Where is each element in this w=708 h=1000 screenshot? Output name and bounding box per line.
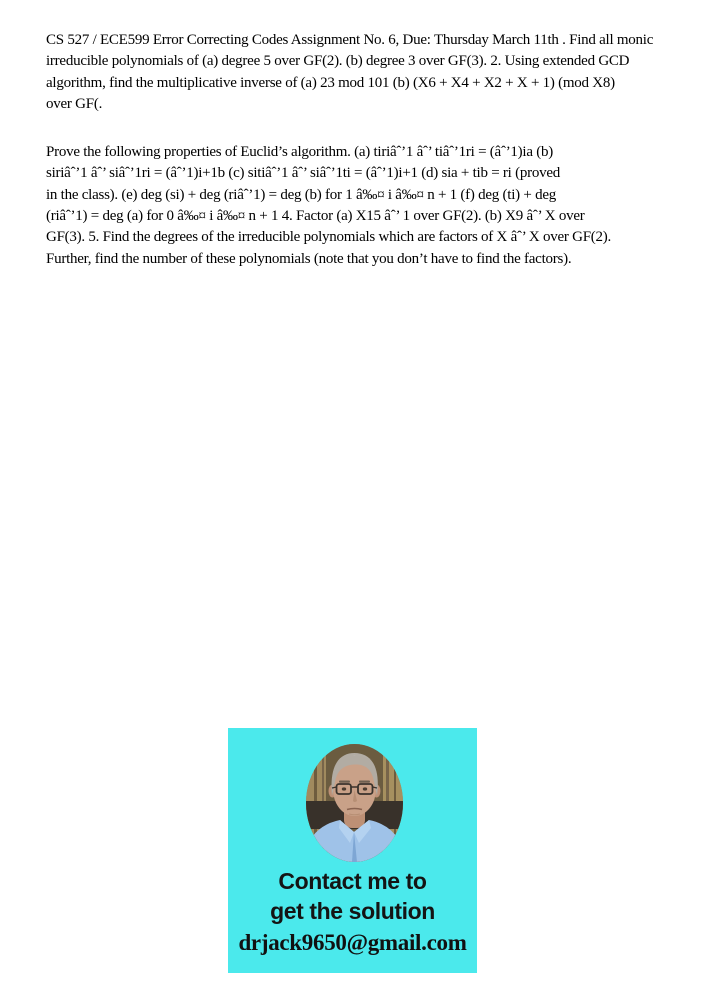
tutor-photo bbox=[306, 744, 403, 862]
text-line: over GF(. bbox=[46, 95, 103, 112]
text-line: (riâˆ’1) = deg (a) for 0 â‰¤ i â‰¤ n + 1 4. Factor (a) X15 âˆ’ 1 over GF(2). (b) X9 âˆ’ X over bbox=[46, 208, 585, 225]
text-line: in the class). (e) deg (si) + deg (riâˆ’1) = deg (b) for 1 â‰¤ i â‰¤ n + 1 (f) deg (ti) + deg bbox=[46, 186, 556, 203]
flyer-headline-line2: get the solution bbox=[270, 898, 435, 924]
text-line: Further, find the number of these polynomials (note that you don’t have to find the factors). bbox=[46, 250, 572, 267]
text-line: siriâˆ’1 âˆ’ siâˆ’1ri = (âˆ’1)i+1b (c) sitiâˆ’1 âˆ’ siâˆ’1ti = (âˆ’1)i+1 (d) sia + tib = ri (proved bbox=[46, 165, 560, 182]
flyer-email: drjack9650@gmail.com bbox=[238, 930, 467, 955]
text-line: Prove the following properties of Euclid’s algorithm. (a) tiriâˆ’1 âˆ’ tiâˆ’1ri = (âˆ’1)ia (b) bbox=[46, 144, 553, 161]
flyer-headline bbox=[228, 866, 477, 926]
paragraph-2 bbox=[46, 142, 653, 270]
text-line: algorithm, find the multiplicative inverse of (a) 23 mod 101 (b) (X6 + X4 + X2 + X + 1) (mod X8) bbox=[46, 74, 615, 91]
paragraph-1 bbox=[46, 30, 653, 115]
flyer-headline-line1: Contact me to bbox=[278, 868, 427, 894]
text-line: irreducible polynomials of (a) degree 5 over GF(2). (b) degree 3 over GF(3). 2. Using extended GCD bbox=[46, 53, 630, 70]
assignment-text bbox=[46, 30, 653, 297]
solution-flyer bbox=[228, 728, 477, 973]
text-line: GF(3). 5. Find the degrees of the irreducible polynomials which are factors of X âˆ’ X over GF(2). bbox=[46, 229, 612, 246]
text-line: CS 527 / ECE599 Error Correcting Codes Assignment No. 6, Due: Thursday March 11th . Find all monic bbox=[46, 32, 654, 48]
